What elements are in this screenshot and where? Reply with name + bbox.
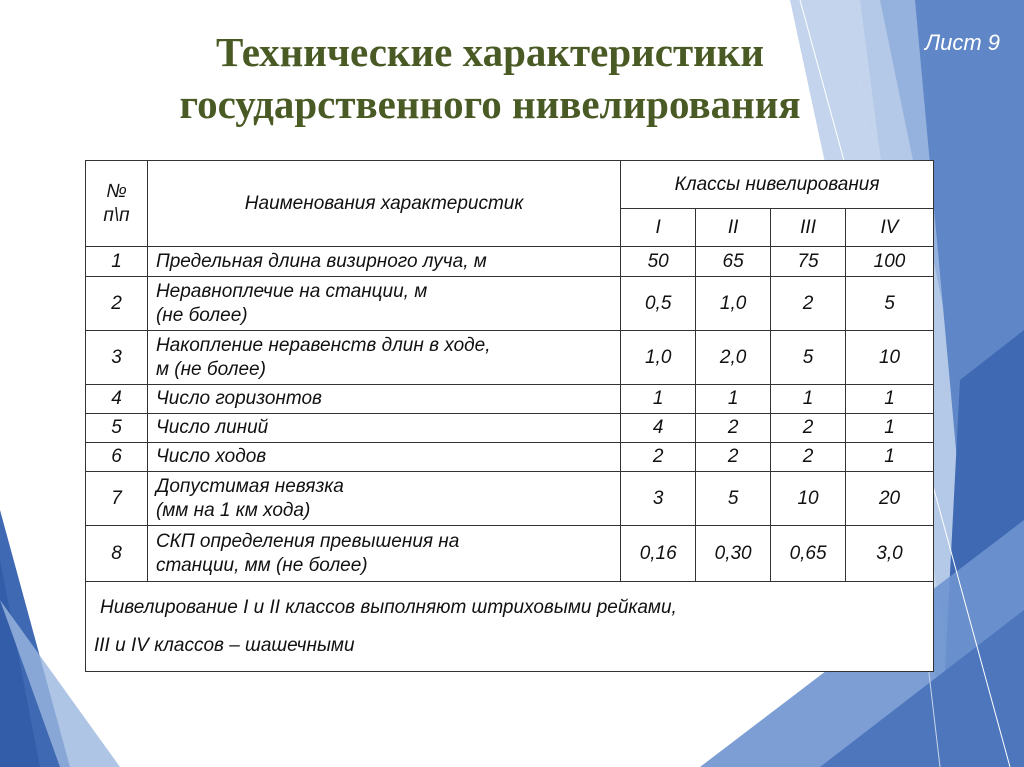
row-name-line: Неравноплечие на станции, м (155, 280, 428, 302)
row-num: 4 (86, 385, 148, 414)
row-value: 100 (846, 247, 934, 277)
class-ii: II (696, 209, 771, 247)
table-row (86, 472, 934, 526)
sheet-label: Лист 9 (925, 30, 1000, 55)
page-title-line-1: Технические характеристики (216, 29, 764, 75)
row-name (147, 331, 620, 385)
table-row (86, 277, 934, 331)
row-value: 0,65 (771, 526, 846, 582)
row-value: 2 (771, 277, 846, 331)
header-classes (621, 161, 934, 209)
row-name (147, 443, 620, 472)
row-name-line: Накопление неравенств длин в ходе, (155, 334, 491, 356)
class-iii: III (771, 209, 846, 247)
note-row (86, 582, 934, 672)
row-name (147, 414, 620, 443)
row-name-line: Предельная длина визирного луча, м (155, 250, 487, 272)
row-value: 1,0 (621, 331, 696, 385)
row-value: 65 (696, 247, 771, 277)
row-num: 1 (86, 247, 148, 277)
table-row (86, 443, 934, 472)
row-value: 2 (771, 414, 846, 443)
row-num: 8 (86, 526, 148, 582)
class-i: I (621, 209, 696, 247)
row-value: 5 (846, 277, 934, 331)
row-value: 1,0 (696, 277, 771, 331)
row-num: 5 (86, 414, 148, 443)
table-row (86, 526, 934, 582)
row-value: 3 (621, 472, 696, 526)
header-num-text: № п\п (103, 180, 130, 226)
header-name (147, 161, 620, 247)
row-value: 2 (696, 414, 771, 443)
row-value: 2 (696, 443, 771, 472)
table-row (86, 331, 934, 385)
header-classes-text: Классы нивелирования (674, 173, 880, 195)
row-name-line: станции, мм (не более) (155, 554, 368, 576)
row-name (147, 385, 620, 414)
row-name-line: СКП определения превышения на (155, 530, 460, 552)
note-cell (86, 582, 934, 672)
row-value: 4 (621, 414, 696, 443)
row-value: 2 (771, 443, 846, 472)
row-value: 0,5 (621, 277, 696, 331)
row-name (147, 247, 620, 277)
row-value: 1 (846, 385, 934, 414)
row-name-line: м (не более) (155, 358, 266, 380)
row-name-line: Число линий (155, 417, 269, 438)
characteristics-table (85, 160, 934, 672)
table-row (86, 414, 934, 443)
row-name-line: (мм на 1 км хода) (155, 499, 311, 521)
row-value: 1 (696, 385, 771, 414)
row-value: 10 (771, 472, 846, 526)
row-name-line: Допустимая невязка (155, 475, 344, 497)
row-value: 1 (771, 385, 846, 414)
row-num: 6 (86, 443, 148, 472)
row-value: 10 (846, 331, 934, 385)
row-value: 50 (621, 247, 696, 277)
row-value: 0,16 (621, 526, 696, 582)
table-row (86, 385, 934, 414)
row-value: 3,0 (846, 526, 934, 582)
header-num (86, 161, 148, 247)
row-name-line: Число горизонтов (155, 388, 322, 409)
row-num: 7 (86, 472, 148, 526)
row-value: 0,30 (696, 526, 771, 582)
row-value: 5 (771, 331, 846, 385)
row-num: 2 (86, 277, 148, 331)
row-num: 3 (86, 331, 148, 385)
page-title-line-2: государственного нивелирования (179, 81, 801, 127)
row-value: 2,0 (696, 331, 771, 385)
header-name-text: Наименования характеристик (244, 192, 524, 214)
table-row (86, 247, 934, 277)
row-value: 75 (771, 247, 846, 277)
row-name (147, 277, 620, 331)
page-title (60, 26, 920, 130)
header-row (86, 161, 934, 209)
row-name (147, 472, 620, 526)
note-line-1: Нивелирование I и II классов выполняют штриховыми рейками, (100, 596, 677, 618)
row-name (147, 526, 620, 582)
row-value: 20 (846, 472, 934, 526)
row-name-line: Число ходов (155, 446, 267, 467)
row-value: 1 (846, 443, 934, 472)
row-value: 2 (621, 443, 696, 472)
row-value: 1 (621, 385, 696, 414)
row-value: 1 (846, 414, 934, 443)
row-name-line: (не более) (155, 304, 248, 326)
class-iv: IV (846, 209, 934, 247)
row-value: 5 (696, 472, 771, 526)
note-line-2: III и IV классов – шашечными (94, 634, 355, 656)
